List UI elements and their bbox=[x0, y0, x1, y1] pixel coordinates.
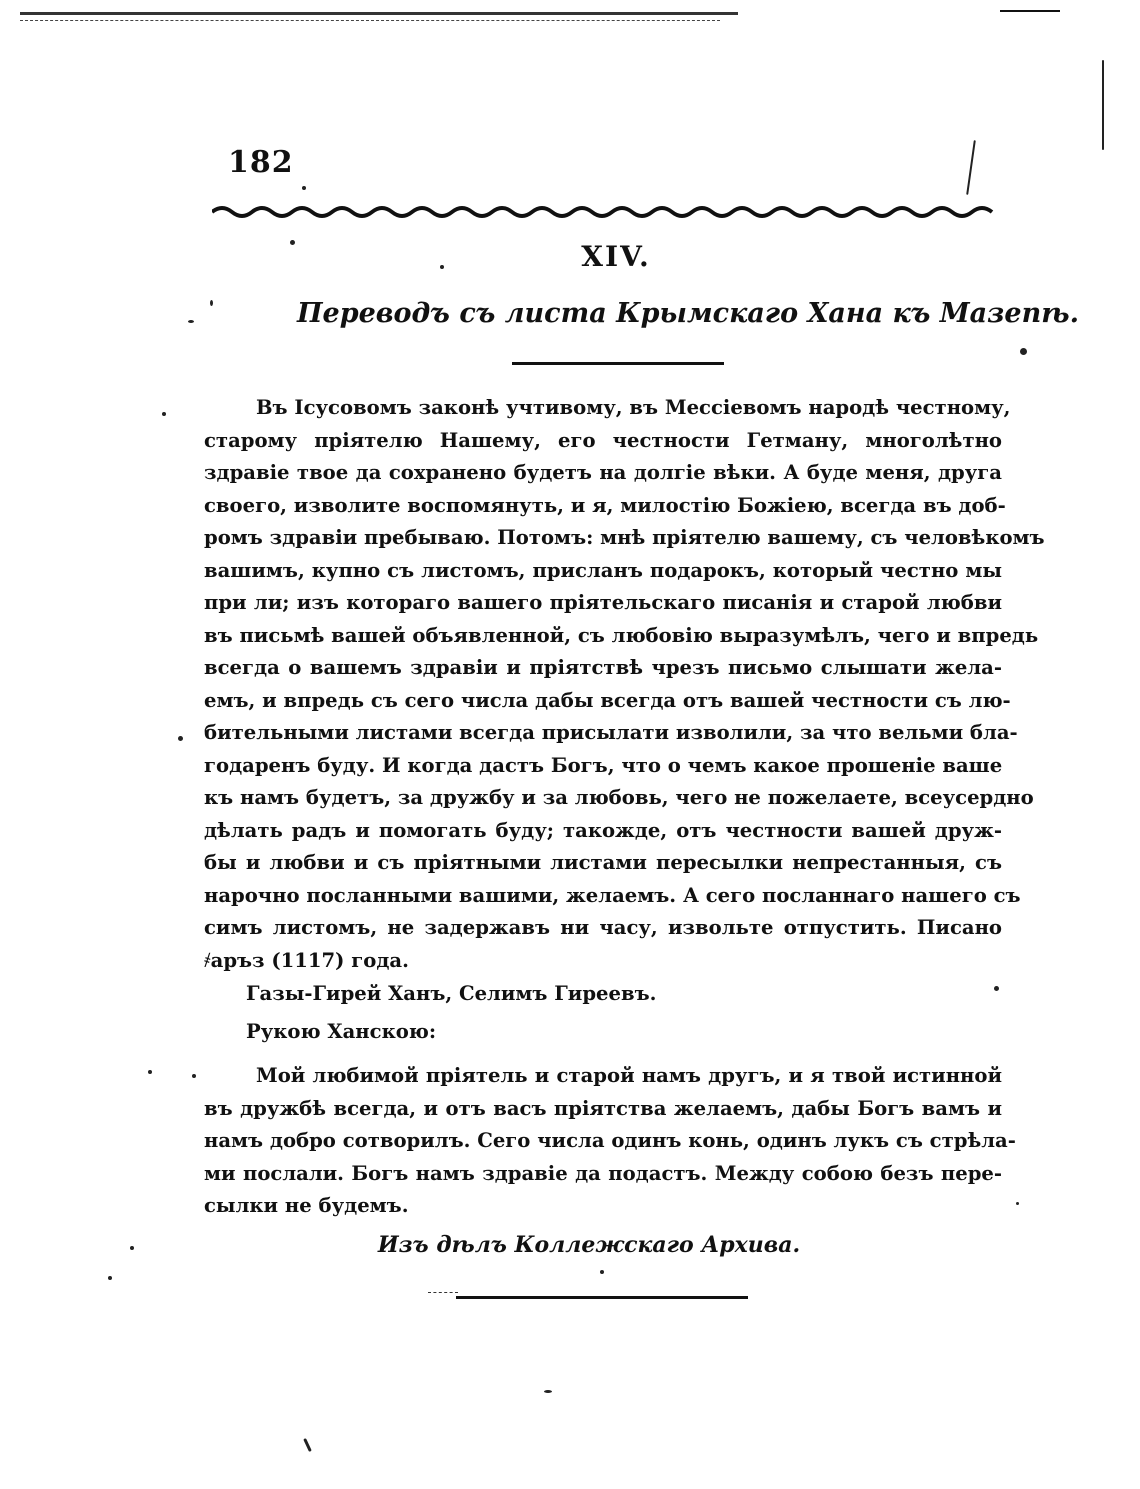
page-number: 182 bbox=[228, 145, 294, 180]
title-underline bbox=[512, 362, 724, 365]
letter-line: дѣлать радъ и помогать буду; такожде, отъ честности вашей друж- bbox=[204, 818, 1002, 842]
scan-speck bbox=[303, 1438, 312, 1452]
source-note: Изъ дѣлъ Коллежскаго Архива. bbox=[377, 1232, 801, 1258]
signature: Газы-Гирей Ханъ, Селимъ Гиреевъ. bbox=[246, 982, 657, 1005]
scan-speck bbox=[162, 412, 166, 416]
scan-speck bbox=[290, 240, 295, 245]
scan-speck bbox=[440, 265, 444, 269]
letter-body bbox=[204, 392, 1045, 977]
scan-speck bbox=[1020, 348, 1027, 355]
letter-line: къ намъ будетъ, за дружбу и за любовь, чего не пожелаете, всеусердно bbox=[204, 786, 1034, 809]
scan-speck bbox=[192, 1074, 196, 1078]
wavy-divider bbox=[212, 200, 1002, 224]
postscript-line: ми послали. Богъ намъ здравіе да подастъ. Между собою безъ пере- bbox=[204, 1161, 1002, 1185]
letter-line: нарочно посланными вашими, желаемъ. А сего посланнаго нашего съ bbox=[204, 883, 1021, 907]
letter-line: ромъ здравіи пребываю. Потомъ: мнѣ пріятелю вашему, съ человѣкомъ bbox=[204, 526, 1045, 549]
postscript-line: Мой любимой пріятель и старой намъ другъ, и я твой истинной bbox=[256, 1064, 1002, 1087]
postscript-body bbox=[204, 1060, 1016, 1223]
letter-line: вашимъ, купно съ листомъ, присланъ подарокъ, который честно мы bbox=[204, 558, 1002, 582]
scan-speck bbox=[600, 1270, 604, 1274]
letter-line: симъ листомъ, не задержавъ ни часу, извольте отпустить. Писано bbox=[204, 916, 1002, 939]
letter-line: старому пріятелю Нашему, его честности Гетману, многолѣтно bbox=[204, 428, 1002, 452]
scan-speck bbox=[1016, 1202, 1019, 1205]
bottom-dashed-rule bbox=[428, 1292, 458, 1293]
scan-speck bbox=[178, 736, 183, 741]
letter-date-line: ҂аръз (1117) года. bbox=[204, 948, 409, 972]
scan-speck bbox=[1102, 60, 1104, 150]
scan-speck bbox=[994, 986, 999, 991]
document-title: Переводъ съ листа Крымскаго Хана къ Мазепѣ. bbox=[297, 298, 1079, 329]
scan-speck bbox=[188, 320, 194, 323]
letter-line: бительными листами всегда присылати изволили, за что вельми бла- bbox=[204, 721, 1018, 744]
letter-line: здравіе твое да сохранено будетъ на долгіе вѣки. А буде меня, друга bbox=[204, 461, 1002, 484]
letter-line: своего, изволите воспомянуть, и я, милостію Божіею, всегда въ доб- bbox=[204, 493, 1006, 517]
top-dashed-rule bbox=[20, 20, 720, 21]
letter-line: бы и любви и съ пріятными листами пересылки непрестанныя, съ bbox=[204, 851, 1002, 874]
postscript-line: сылки не будемъ. bbox=[204, 1194, 409, 1217]
section-number: XIV. bbox=[581, 240, 651, 273]
scan-speck bbox=[108, 1276, 112, 1280]
top-right-rule bbox=[1000, 10, 1060, 12]
bottom-rule bbox=[456, 1296, 748, 1299]
scan-speck bbox=[966, 140, 976, 195]
scan-speck bbox=[148, 1070, 152, 1074]
letter-line: годаренъ буду. И когда дастъ Богъ, что о чемъ какое прошеніе ваше bbox=[204, 753, 1003, 777]
letter-line: Въ Ісусовомъ законѣ учтивому, въ Мессіевомъ народѣ честному, bbox=[256, 396, 1011, 419]
postscript-line: намъ добро сотворилъ. Сего числа одинъ конь, одинъ лукъ съ стрѣла- bbox=[204, 1129, 1016, 1152]
letter-line: всегда о вашемъ здравіи и пріятствѣ чрезъ письмо слышати жела- bbox=[204, 656, 1002, 679]
postscript-line: въ дружбѣ всегда, и отъ васъ пріятства желаемъ, дабы Богъ вамъ и bbox=[204, 1096, 1002, 1120]
letter-line: при ли; изъ котораго вашего пріятельскаго писанія и старой любви bbox=[204, 591, 1002, 614]
scan-speck bbox=[544, 1390, 552, 1393]
letter-line: въ письмѣ вашей объявленной, съ любовію выразумѣлъ, чего и впредь bbox=[204, 623, 1039, 647]
top-rule bbox=[20, 12, 738, 15]
scan-speck bbox=[130, 1246, 134, 1250]
scan-speck bbox=[302, 186, 306, 190]
scan-speck bbox=[210, 300, 213, 306]
hand-label: Рукою Ханскою: bbox=[246, 1020, 437, 1043]
letter-line: емъ, и впредь съ сего числа дабы всегда отъ вашей честности съ лю- bbox=[204, 688, 1011, 712]
